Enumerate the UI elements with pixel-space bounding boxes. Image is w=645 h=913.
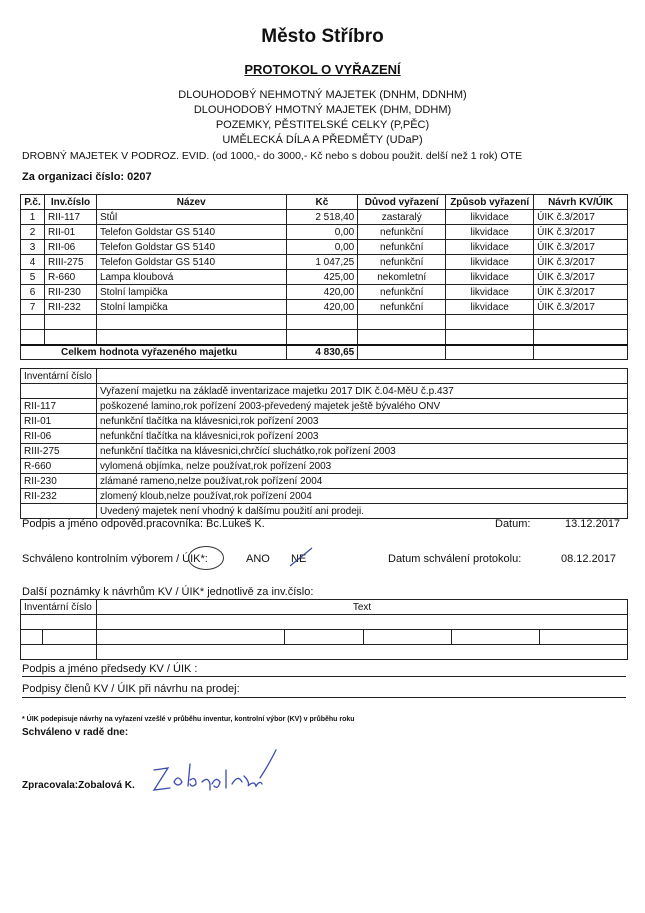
items-header-row [21,195,628,210]
ano-option: ANO [246,553,270,565]
cell-inv: RII-117 [44,210,96,225]
cell-inv: RII-230 [44,285,96,300]
notes-inv: RII-06 [21,429,97,444]
cell-pc: 6 [21,285,45,300]
cell-kc: 0,00 [286,240,358,255]
total-value: 4 830,65 [286,345,358,360]
col-proposal: Návrh KV/ÚIK [534,195,628,210]
notes-text: vylomená objímka, nelze používat,rok pořízení 2003 [96,459,627,474]
notes-inv: RII-232 [21,489,97,504]
handwritten-signature [148,746,278,798]
notes-inv [21,384,97,399]
notes-row [21,489,628,504]
chair-divider [22,676,626,677]
approved-council: Schváleno v radě dne: [22,727,129,738]
members-divider [22,697,626,698]
further-col-inv: Inventární číslo [21,600,97,615]
notes-text: Uvedený majetek není vhodný k dalšímu použití ani prodeji. [96,504,627,519]
cell-kc: 420,00 [286,285,358,300]
cell-method: likvidace [446,270,534,285]
cell-name: Telefon Goldstar GS 5140 [96,240,286,255]
further-notes-table [20,599,628,660]
cell-method: likvidace [446,255,534,270]
cell-inv: RII-01 [44,225,96,240]
table-row-empty [21,330,628,345]
cell-name: Stolní lampička [96,285,286,300]
cell-kc: 2 518,40 [286,210,358,225]
organization-number: Za organizaci číslo: 0207 [22,171,152,183]
strikethrough-mark [286,544,316,570]
col-inv: Inv.číslo [44,195,96,210]
table-row [21,210,628,225]
notes-row [21,384,628,399]
col-kc: Kč [286,195,358,210]
notes-inv [21,504,97,519]
items-table [20,194,628,360]
table-row-empty [21,315,628,330]
cell-pc: 1 [21,210,45,225]
cell-pc: 3 [21,240,45,255]
cell-proposal: ÚIK č.3/2017 [534,300,628,315]
col-method: Způsob vyřazení [446,195,534,210]
members-signature-label: Podpisy členů KV / ÚIK při návrhu na prodej: [22,683,240,695]
notes-row [21,444,628,459]
notes-text: zlomený kloub,nelze používat,rok pořízení 2004 [96,489,627,504]
further-notes-row [21,645,628,660]
notes-inv: RII-117 [21,399,97,414]
cell-kc: 420,00 [286,300,358,315]
cell-inv: RII-06 [44,240,96,255]
notes-col-inv: Inventární číslo [21,369,97,384]
cell-reason: nefunkční [358,225,446,240]
responsible-person: Podpis a jméno odpověd.pracovníka: Bc.Lukeš K. [22,518,265,530]
notes-text: nefunkční tlačítka na klávesnici,rok pořízení 2003 [96,414,627,429]
notes-row [21,459,628,474]
category-line-4: UMĚLECKÁ DÍLA A PŘEDMĚTY (UDaP) [222,134,423,146]
notes-row [21,474,628,489]
cell-pc: 5 [21,270,45,285]
cell-reason: nefunkční [358,255,446,270]
cell-name: Lampa kloubová [96,270,286,285]
cell-proposal: ÚIK č.3/2017 [534,285,628,300]
approval-date-value: 08.12.2017 [561,553,617,565]
cell-pc: 4 [21,255,45,270]
table-row [21,225,628,240]
cell-kc: 425,00 [286,270,358,285]
cell-name: Stolní lampička [96,300,286,315]
category-line-1: DLOUHODOBÝ NEHMOTNÝ MAJETEK (DNHM, DDNHM) [178,89,467,101]
cell-inv: RII-232 [44,300,96,315]
cell-reason: nefunkční [358,240,446,255]
cell-method: likvidace [446,285,534,300]
cell-proposal: ÚIK č.3/2017 [534,270,628,285]
category-line-5: DROBNÝ MAJETEK V PODROZ. EVID. (od 1000,- do 3000,- Kč nebo s dobou použit. delší než 1 rok) OTE [22,150,523,162]
notes-inv: RII-01 [21,414,97,429]
notes-inv: RII-230 [21,474,97,489]
cell-name: Telefon Goldstar GS 5140 [96,255,286,270]
further-notes-label: Další poznámky k návrhům KV / ÚIK* jednotlivě za inv.číslo: [22,586,314,598]
notes-text: Vyřazení majetku na základě inventarizace majetku 2017 DIK č.04-MěU č.p.437 [96,384,627,399]
date-label: Datum: [495,518,531,530]
notes-text: nefunkční tlačítka na klávesnici,rok pořízení 2003 [96,429,627,444]
date-value: 13.12.2017 [565,518,621,530]
table-row [21,285,628,300]
cell-method: likvidace [446,210,534,225]
notes-inv: RIII-275 [21,444,97,459]
cell-reason: zastaralý [358,210,446,225]
col-pc: P.č. [21,195,45,210]
chair-signature-label: Podpis a jméno předsedy KV / ÚIK : [22,663,198,675]
further-notes-row [21,615,628,630]
cell-reason: nefunkční [358,300,446,315]
cell-reason: nekomletní [358,270,446,285]
notes-header-row [21,369,628,384]
notes-row [21,429,628,444]
table-row [21,240,628,255]
further-notes-row [21,630,628,645]
table-row [21,270,628,285]
cell-inv: RIII-275 [44,255,96,270]
cell-pc: 2 [21,225,45,240]
cell-proposal: ÚIK č.3/2017 [534,240,628,255]
cell-inv: R-660 [44,270,96,285]
cell-method: likvidace [446,300,534,315]
processed-by: Zpracovala:Zobalová K. [22,780,135,791]
protocol-title: PROTOKOL O VYŘAZENÍ [244,62,401,77]
ne-option: NE [291,553,307,565]
cell-proposal: ÚIK č.3/2017 [534,255,628,270]
notes-row [21,504,628,519]
cell-name: Stůl [96,210,286,225]
further-notes-header [21,600,628,615]
footnote: * ÚIK podepisuje návrhy na vyřazení vzešlé v průběhu inventur, kontrolní výbor (KV) v průběhu roku [22,716,355,723]
cell-kc: 1 047,25 [286,255,358,270]
notes-row [21,414,628,429]
approval-date-label: Datum schválení protokolu: [388,553,522,565]
notes-table [20,368,628,519]
notes-text: nefunkční tlačítka na klávesnici,chrčící sluchátko,rok pořízení 2003 [96,444,627,459]
cell-reason: nefunkční [358,285,446,300]
col-reason: Důvod vyřazení [358,195,446,210]
cell-proposal: ÚIK č.3/2017 [534,210,628,225]
col-name: Název [96,195,286,210]
cell-kc: 0,00 [286,225,358,240]
approval-circle [188,546,224,570]
page-title: Město Stříbro [261,26,384,47]
cell-method: likvidace [446,240,534,255]
further-col-text: Text [96,600,627,615]
table-row [21,300,628,315]
cell-pc: 7 [21,300,45,315]
table-row [21,255,628,270]
notes-row [21,399,628,414]
approved-by-label: Schváleno kontrolním výborem / ÚIK*: [22,553,208,565]
notes-text: zlámané rameno,nelze používat,rok pořízení 2004 [96,474,627,489]
total-label: Celkem hodnota vyřazeného majetku [21,345,287,360]
category-line-3: POZEMKY, PĚSTITELSKÉ CELKY (P,PĚC) [215,119,430,131]
notes-text: poškozené lamino,rok pořízení 2003-převedený majetek ještě bývalého ONV [96,399,627,414]
total-row [21,345,628,360]
cell-name: Telefon Goldstar GS 5140 [96,225,286,240]
cell-proposal: ÚIK č.3/2017 [534,225,628,240]
category-line-2: DLOUHODOBÝ HMOTNÝ MAJETEK (DHM, DDHM) [193,104,452,116]
cell-method: likvidace [446,225,534,240]
notes-inv: R-660 [21,459,97,474]
